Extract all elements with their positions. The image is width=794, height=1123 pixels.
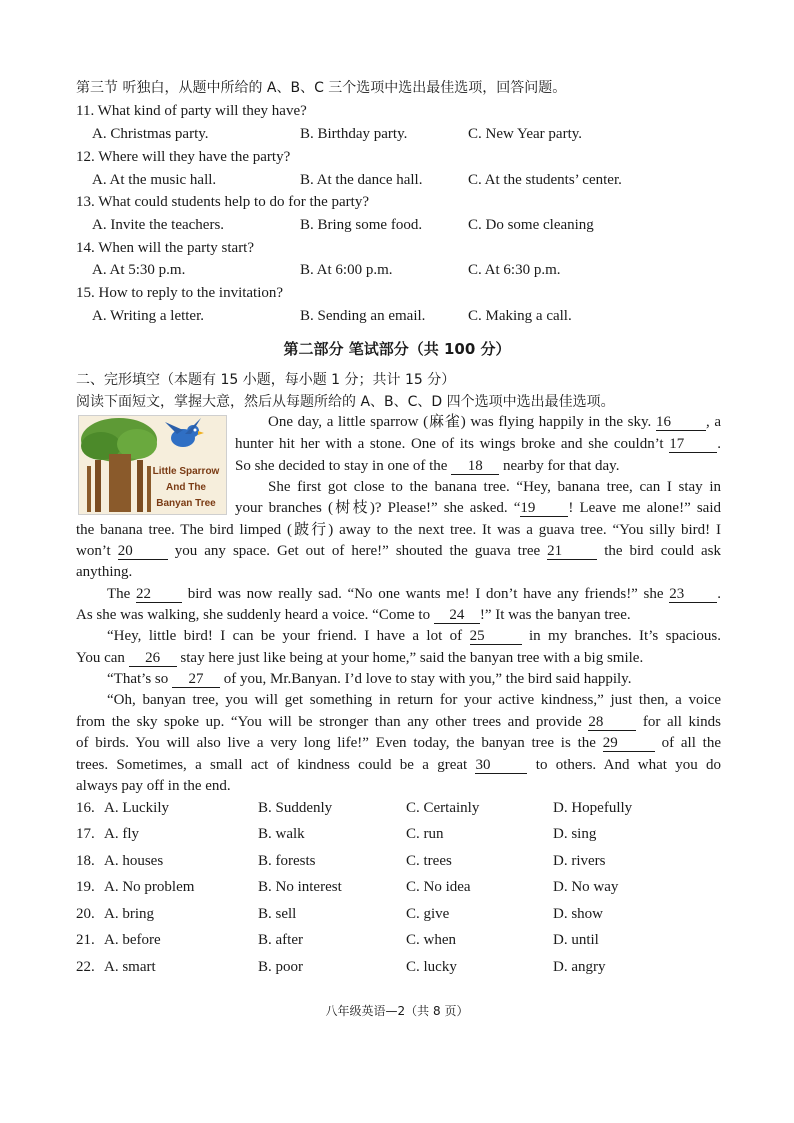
option-17-c: C. run	[406, 826, 444, 842]
option-14-c: C. At 6:30 p.m.	[468, 262, 561, 278]
blank-28: 28	[588, 714, 636, 731]
passage-line-9: The 22 bird was now really sad. “No one wants me! I don’t have any friends!” she 23 .	[107, 586, 722, 602]
option-number-18: 18.	[76, 853, 95, 869]
blank-27: 27	[172, 671, 220, 688]
option-14-a: A. At 5:30 p.m.	[92, 262, 186, 278]
option-12-b: B. At the dance hall.	[300, 172, 423, 188]
option-number-19: 19.	[76, 879, 95, 895]
option-15-a: A. Writing a letter.	[92, 308, 205, 324]
option-22-a: A. smart	[104, 959, 156, 975]
page-footer: 八年级英语—2（共 8 页）	[325, 1004, 469, 1018]
option-22-d: D. angry	[553, 959, 606, 975]
passage-line-11: “Hey, little bird! I can be your friend. I have a lot of 25 in my branches. It’s spacious.	[107, 628, 722, 644]
option-17-a: A. fly	[104, 826, 139, 842]
option-17-b: B. walk	[258, 826, 305, 842]
option-number-21: 21.	[76, 932, 95, 948]
option-number-22: 22.	[76, 959, 95, 975]
option-20-a: A. bring	[104, 906, 154, 922]
question-12: 12. Where will they have the party?	[76, 149, 291, 165]
option-19-d: D. No way	[553, 879, 619, 895]
blank-29: 29	[603, 735, 655, 752]
option-number-16: 16.	[76, 800, 95, 816]
passage-line-5: your branches (树枝)? Please!” she asked. “19 ! Leave me alone!” said	[235, 500, 721, 516]
passage-line-7: won’t 20 you any space. Get out of here!” shouted the guava tree 21 the bird could ask	[76, 543, 722, 559]
option-20-d: D. show	[553, 906, 604, 922]
question-11: 11. What kind of party will they have?	[76, 103, 307, 119]
story-illustration	[78, 415, 227, 515]
passage-line-6: the banana tree. The bird limped (跛行) away to the next tree. It was a guava tree. “You silly bird! I	[76, 522, 721, 538]
blank-19: 19	[520, 500, 568, 517]
option-13-c: C. Do some cleaning	[468, 217, 594, 233]
option-16-a: A. Luckily	[104, 800, 169, 816]
passage-line-14: “Oh, banyan tree, you will get something in return for your active kindness,” just then, a voice	[107, 692, 721, 708]
option-21-a: A. before	[104, 932, 161, 948]
blank-18: 18	[451, 458, 499, 475]
question-13: 13. What could students help to do for the party?	[76, 194, 369, 210]
option-18-a: A. houses	[104, 853, 164, 869]
option-19-a: A. No problem	[104, 879, 195, 895]
passage-line-18: always pay off in the end.	[76, 778, 231, 794]
passage-line-13: “That’s so 27 of you, Mr.Banyan. I’d love to stay with you,” the bird said happily.	[107, 671, 632, 687]
option-13-b: B. Bring some food.	[300, 217, 423, 233]
passage-line-1: One day, a little sparrow (麻雀) was flying happily in the sky. 16 , a	[268, 414, 721, 430]
option-18-b: B. forests	[258, 853, 316, 869]
option-22-b: B. poor	[258, 959, 303, 975]
option-21-d: D. until	[553, 932, 599, 948]
section3-heading: 第三节 听独白，从题中所给的 A、B、C 三个选项中选出最佳选项，回答问题。	[76, 80, 567, 96]
passage-line-3: So she decided to stay in one of the 18 nearby for that day.	[235, 458, 620, 474]
passage-line-4: She first got close to the banana tree. “Hey, banana tree, can I stay in	[268, 479, 721, 495]
passage-line-16: of birds. You will also live a very long life!” Even today, the banyan tree is the 29 of all the	[76, 735, 721, 751]
passage-line-8: anything.	[76, 564, 133, 580]
blank-17: 17	[669, 436, 717, 453]
passage-line-12: You can 26 stay here just like being at your home,” said the banyan tree with a big smile.	[76, 650, 644, 666]
blank-30: 30	[475, 757, 527, 774]
passage-line-17: trees. Sometimes, a small act of kindness could be a great 30 to others. And what you do	[76, 757, 721, 773]
blank-20: 20	[118, 543, 168, 560]
option-21-b: B. after	[258, 932, 303, 948]
option-16-b: B. Suddenly	[258, 800, 333, 816]
passage-line-2: hunter hit her with a stone. One of its wings broke and she couldn’t 17 .	[235, 436, 721, 452]
illustration-title: Little Sparrow And The Banyan Tree	[152, 466, 220, 509]
option-17-d: D. sing	[553, 826, 597, 842]
passage-line-15: from the sky spoke up. “You will be stronger than any other trees and provide 28 for all kinds	[76, 714, 722, 730]
blank-16: 16	[656, 414, 706, 431]
option-13-a: A. Invite the teachers.	[92, 217, 225, 233]
option-number-17: 17.	[76, 826, 95, 842]
part2-title: 第二部分 笔试部分（共 100 分）	[283, 340, 511, 358]
option-11-c: C. New Year party.	[468, 126, 583, 142]
blank-25: 25	[470, 628, 522, 645]
blank-26: 26	[129, 650, 177, 667]
option-number-20: 20.	[76, 906, 95, 922]
option-11-b: B. Birthday party.	[300, 126, 408, 142]
option-16-d: D. Hopefully	[553, 800, 633, 816]
option-16-c: C. Certainly	[406, 800, 480, 816]
cloze-heading: 二、完形填空（本题有 15 小题，每小题 1 分；共计 15 分）	[76, 372, 456, 388]
option-19-c: C. No idea	[406, 879, 471, 895]
passage-line-10: As she was walking, she suddenly heard a voice. “Come to 24 !” It was the banyan tree.	[76, 607, 631, 623]
blank-23: 23	[669, 586, 717, 603]
option-21-c: C. when	[406, 932, 456, 948]
option-18-d: D. rivers	[553, 853, 606, 869]
option-20-b: B. sell	[258, 906, 297, 922]
cloze-instruction: 阅读下面短文，掌握大意，然后从每题所给的 A、B、C、D 四个选项中选出最佳选项。	[76, 394, 615, 410]
option-22-c: C. lucky	[406, 959, 457, 975]
question-15: 15. How to reply to the invitation?	[76, 285, 284, 301]
blank-22: 22	[136, 586, 182, 603]
option-12-a: A. At the music hall.	[92, 172, 217, 188]
option-14-b: B. At 6:00 p.m.	[300, 262, 393, 278]
option-15-b: B. Sending an email.	[300, 308, 426, 324]
question-14: 14. When will the party start?	[76, 240, 255, 256]
option-15-c: C. Making a call.	[468, 308, 572, 324]
blank-24: 24	[434, 607, 480, 624]
option-12-c: C. At the students’ center.	[468, 172, 622, 188]
blank-21: 21	[547, 543, 597, 560]
option-19-b: B. No interest	[258, 879, 342, 895]
option-11-a: A. Christmas party.	[92, 126, 209, 142]
option-20-c: C. give	[406, 906, 450, 922]
option-18-c: C. trees	[406, 853, 452, 869]
